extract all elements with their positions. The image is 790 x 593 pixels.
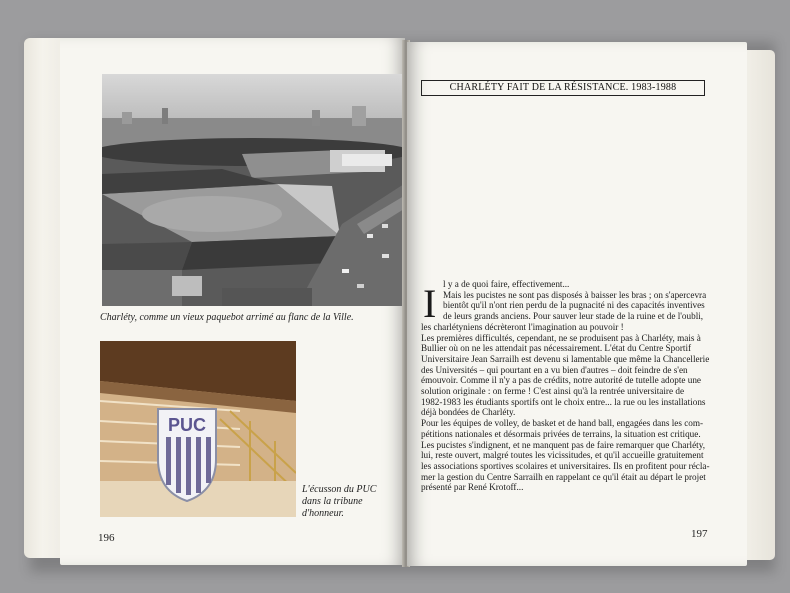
text-line: l y a de quoi faire, effectivement...	[443, 279, 570, 289]
left-page	[60, 38, 405, 565]
photo2-caption-line: L'écusson du PUC	[302, 484, 377, 495]
drop-cap: I	[423, 281, 437, 326]
text-line: Pour les équipes de volley, de basket et de hand ball, engagées dans les com-	[421, 418, 704, 429]
text-line: Bullier où on ne les attendait pas nécessairement. L'état du Centre Sportif	[421, 343, 692, 354]
photo2-caption-line: d'honneur.	[302, 508, 344, 519]
page-number-right: 197	[691, 528, 708, 540]
stand-crest-photo	[100, 341, 296, 517]
text-line: mer la gestion du Centre Sarrailh en rappelant ce qu'il était au départ le projet	[421, 471, 706, 482]
text-line: pétitions nationales et désormais privées de terrains, la situation est critique.	[421, 428, 701, 439]
crest-text: PUC	[167, 415, 207, 435]
text-line: présenté par René Krotoff...	[421, 482, 524, 493]
text-line: bientôt qu'il n'ont rien perdu de la pugnacité ni des capacités inventives	[443, 300, 705, 311]
text-line: solution originale : on ferme ! C'est ainsi qu'à la rentrée universitaire de	[421, 386, 685, 396]
text-line: Les premières difficultés, cependant, ne se produisent pas à Charléty, mais à	[421, 332, 701, 343]
text-line: des Universités – qui pourtant en a vu bien d'autres – doit feindre de s'en	[421, 364, 688, 375]
text-line: 1982-1983 les étudiants sportifs ont le choix entre... la rue ou les installations	[421, 396, 706, 407]
text-line: Les pucistes s'indignent, et ne manquent pas de faire remarquer que Charléty,	[421, 439, 705, 450]
photo2-caption	[302, 484, 402, 520]
stadium-aerial-photo	[102, 74, 404, 306]
text-line: Universitaire Jean Sarrailh est devenu si lamentable que même la Chancellerie	[421, 353, 710, 364]
text-line: Mais les pucistes ne sont pas disposés à baisser les bras ; on s'apercevra	[443, 289, 707, 300]
chapter-title: CHARLÉTY FAIT DE LA RÉSISTANCE. 1983-1988	[421, 80, 705, 96]
text-line: de leurs grands anciens. Pour sauver leur stade de la ruine et de l'oubli,	[443, 311, 704, 322]
photo1-caption: Charléty, comme un vieux paquebot arrimé au flanc de la Ville.	[100, 312, 354, 323]
photo2-caption-line: dans la tribune	[302, 496, 363, 507]
text-line: émouvoir. Comme il n'y a pas de crédits, notre autorité de tutelle adopte une	[421, 375, 702, 386]
text-line: les charlétyniens décrèteront l'imagination au pouvoir !	[421, 321, 624, 332]
page-number-left: 196	[98, 532, 115, 544]
text-line: les associations sportives scolaires et universitaires. Ils en profitent pour récla-	[421, 460, 710, 471]
right-page	[407, 42, 747, 566]
text-line: déjà bondées de Charléty.	[421, 407, 516, 418]
text-line: lui, reste ouvert, malgré toutes les vicissitudes, et qu'il accueille gratuitement	[421, 450, 704, 461]
